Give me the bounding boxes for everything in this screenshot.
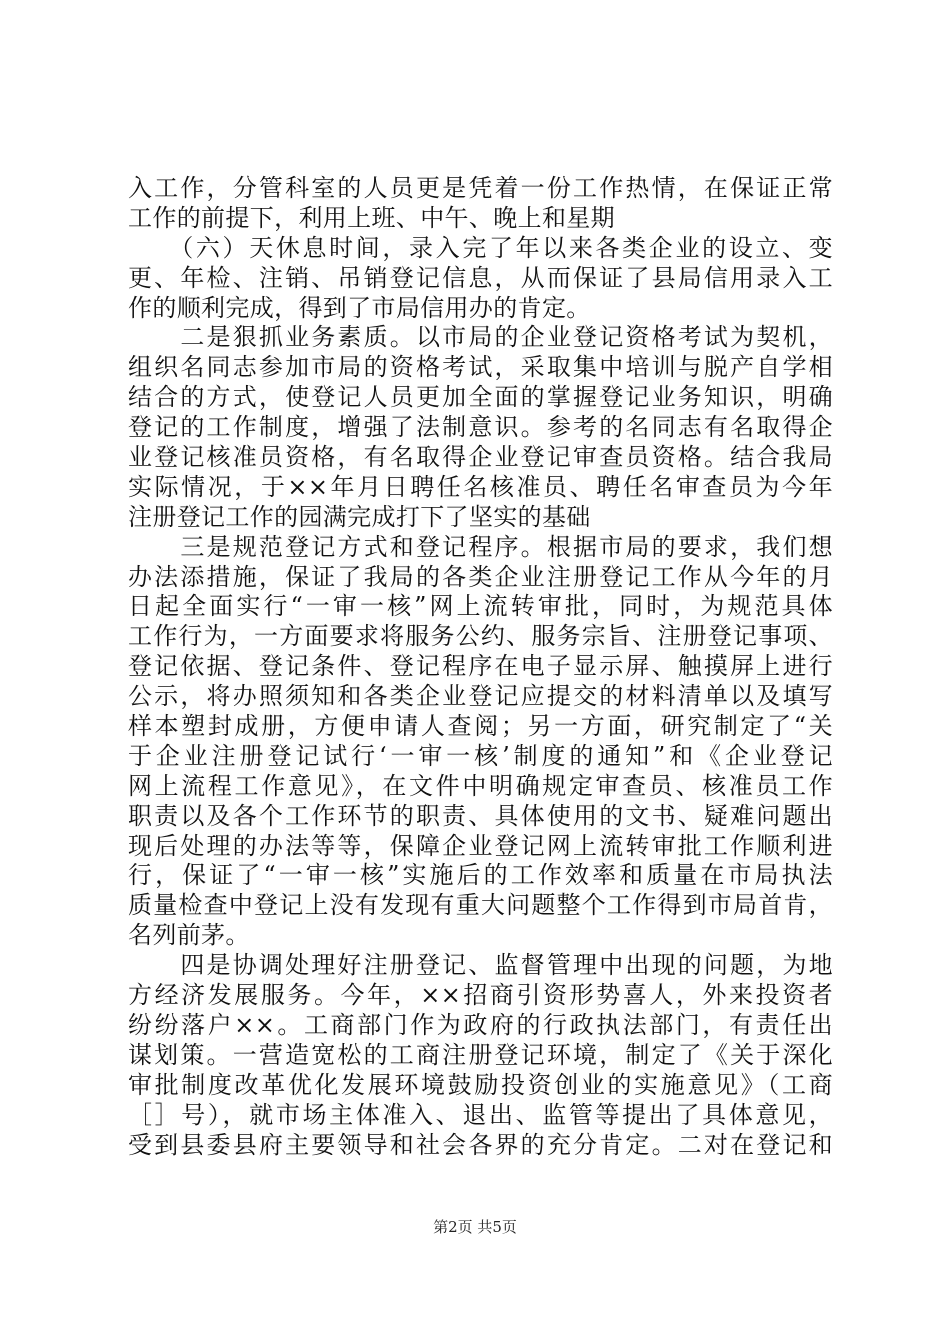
- text-line: 工作的前提下，利用上班、中午、晚上和星期: [128, 203, 615, 232]
- text-line: 作的顺利完成，得到了市局信用办的肯定。: [128, 293, 591, 322]
- text-line: 三是规范登记方式和登记程序。根据市局的要求，我们想: [128, 532, 833, 561]
- text-line: 结合的方式，使登记人员更加全面的掌握登记业务知识，明确: [128, 383, 833, 412]
- text-line: 二是狠抓业务素质。以市局的企业登记资格考试为契机，: [128, 323, 833, 352]
- text-line: 职责以及各个工作环节的职责、具体使用的文书、疑难问题出: [128, 801, 833, 830]
- text-line: 纷纷落户××。工商部门作为政府的行政执法部门，有责任出: [128, 1010, 833, 1039]
- text-line: 组织名同志参加市局的资格考试，采取集中培训与脱产自学相: [128, 353, 833, 382]
- text-line: 名列前茅。: [128, 921, 250, 950]
- document-body: [128, 174, 833, 1160]
- text-line: ［］号），就市场主体准入、退出、监管等提出了具体意见，: [128, 1100, 833, 1129]
- text-line: 公示，将办照须知和各类企业登记应提交的材料清单以及填写: [128, 682, 833, 711]
- text-line: 样本塑封成册，方便申请人查阅；另一方面，研究制定了“关: [128, 712, 833, 741]
- text-line: 方经济发展服务。今年，××招商引资形势喜人，外来投资者: [128, 981, 833, 1010]
- text-line: 入工作，分管科室的人员更是凭着一份工作热情，在保证正常: [128, 174, 833, 202]
- text-line: 登记的工作制度，增强了法制意识。参考的名同志有名取得企: [128, 413, 833, 442]
- text-line: 于企业注册登记试行‘一审一核’制度的通知”和《企业登记: [128, 741, 833, 770]
- text-line: （六）天休息时间，录入完了年以来各类企业的设立、变: [128, 233, 833, 262]
- text-line: 注册登记工作的园满完成打下了坚实的基础: [128, 502, 591, 531]
- text-line: 审批制度改革优化发展环境鼓励投资创业的实施意见》（工商: [128, 1070, 833, 1099]
- text-line: 谋划策。一营造宽松的工商注册登记环境，制定了《关于深化: [128, 1040, 833, 1069]
- text-line: 业登记核准员资格，有名取得企业登记审查员资格。结合我局: [128, 443, 833, 472]
- text-line: 工作行为，一方面要求将服务公约、服务宗旨、注册登记事项、: [128, 622, 833, 651]
- text-line: 办法添措施，保证了我局的各类企业注册登记工作从今年的月: [128, 562, 833, 591]
- text-line: 更、年检、注销、吊销登记信息，从而保证了县局信用录入工: [128, 263, 833, 292]
- text-line: 登记依据、登记条件、登记程序在电子显示屏、触摸屏上进行: [128, 652, 833, 681]
- text-line: 受到县委县府主要领导和社会各界的充分肯定。二对在登记和: [128, 1130, 833, 1159]
- page-footer: 第2页 共5页: [433, 1218, 517, 1236]
- text-line: 现后处理的办法等等，保障企业登记网上流转审批工作顺利进: [128, 831, 833, 860]
- text-line: 网上流程工作意见》，在文件中明确规定审查员、核准员工作: [128, 771, 833, 800]
- text-line: 质量检查中登记上没有发现有重大问题整个工作得到市局首肯，: [128, 891, 833, 920]
- text-line: 行，保证了“一审一核”实施后的工作效率和质量在市局执法: [128, 861, 833, 890]
- text-line: 日起全面实行“一审一核”网上流转审批，同时，为规范具体: [128, 592, 833, 621]
- text-line: 四是协调处理好注册登记、监督管理中出现的问题，为地: [128, 951, 833, 980]
- text-line: 实际情况，于××年月日聘任名核准员、聘任名审查员为今年: [128, 472, 833, 501]
